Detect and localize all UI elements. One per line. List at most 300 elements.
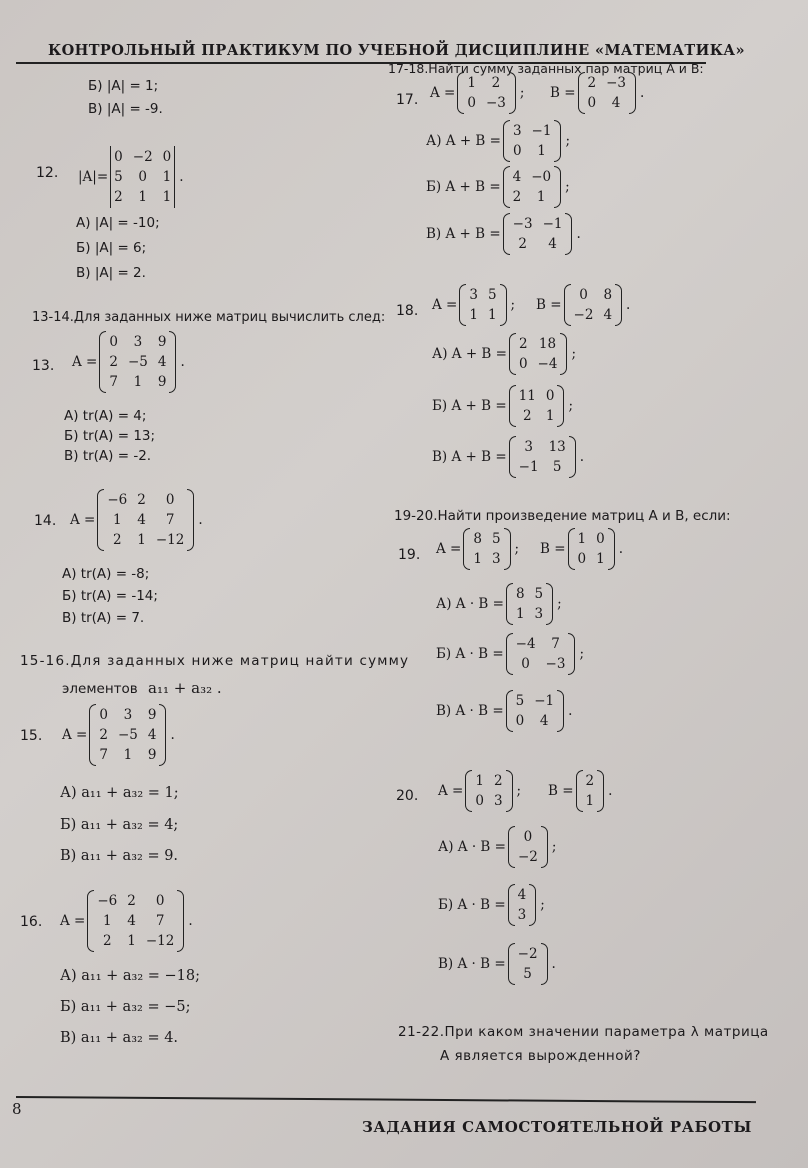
matrix-cell: 0 — [577, 551, 587, 567]
matrix-cell: 3 — [133, 334, 143, 350]
matrix-punctuation: . — [608, 783, 613, 799]
matrix-punctuation: ; — [510, 297, 516, 313]
matrix-cell: −2 — [517, 946, 538, 962]
matrix-cell: 9 — [157, 374, 167, 390]
matrix-punctuation: . — [551, 956, 556, 972]
q19-option-b — [436, 633, 584, 675]
q17-number: 17. — [396, 92, 419, 108]
right-bracket — [187, 489, 194, 551]
matrix-punctuation: . — [576, 226, 581, 242]
matrix-grid — [516, 385, 558, 427]
right-bracket — [554, 166, 561, 208]
matrix-cell: 0 — [587, 95, 597, 111]
matrix-grid — [575, 528, 608, 570]
matrix-brackets — [578, 72, 637, 114]
q13-option-c: В) tr(A) = -2. — [64, 448, 152, 464]
matrix-brackets — [506, 633, 576, 675]
matrix-punctuation: ; — [568, 398, 573, 414]
matrix-grid — [510, 120, 555, 162]
matrix-cell: 0 — [518, 356, 528, 372]
matrix-cell: 8 — [515, 586, 525, 602]
matrix-cell: 0 — [545, 388, 555, 404]
right-bracket — [546, 583, 553, 625]
q18-matrix-b — [536, 284, 630, 326]
matrix-punctuation: . — [626, 297, 631, 313]
q14-matrix — [70, 489, 203, 551]
matrix-grid — [513, 633, 569, 675]
matrix-brackets — [509, 385, 565, 427]
matrix-cell: 0 — [99, 707, 108, 723]
matrix-grid — [513, 583, 546, 625]
q19-number: 19. — [398, 547, 421, 563]
left-bracket — [509, 436, 516, 478]
matrix-cell: −3 — [485, 95, 506, 111]
matrix-punctuation: . — [170, 727, 175, 743]
q13-number: 13. — [32, 358, 55, 374]
running-header: КОНТРОЛЬНЫЙ ПРАКТИКУМ ПО УЧЕБНОЙ ДИСЦИПЛИНЕ «МАТЕМАТИКА» — [48, 42, 745, 59]
q13-option-a: А) tr(A) = 4; — [64, 408, 147, 424]
matrix-punctuation: ; — [551, 839, 557, 855]
matrix-punctuation: ; — [579, 646, 585, 662]
matrix-cell: 0 — [165, 492, 175, 508]
matrix-label: Б) A + B = — [426, 179, 501, 195]
matrix-cell: −2 — [573, 307, 594, 323]
q19-matrix-b — [540, 528, 623, 570]
matrix-brackets — [506, 690, 565, 732]
matrix-cell: 2 — [518, 336, 528, 352]
matrix-cell: −1 — [542, 216, 563, 232]
q16-number: 16. — [20, 914, 43, 930]
section-21-22-title-line2: A является вырожденной? — [440, 1048, 641, 1064]
left-bracket — [508, 884, 515, 926]
section-21-22-title: 21-22.При каком значении параметра λ матрица — [398, 1024, 769, 1040]
matrix-label: |A|= — [78, 169, 109, 185]
matrix-cell: 2 — [587, 75, 597, 91]
right-bracket — [509, 72, 516, 114]
q18-option-c — [432, 436, 584, 478]
matrix-cell: 0 — [515, 713, 525, 729]
matrix-cell: 1 — [138, 189, 148, 205]
matrix-brackets — [87, 890, 184, 952]
right-bracket — [569, 436, 576, 478]
q16-matrix — [60, 890, 193, 952]
matrix-label: А) A + B = — [432, 346, 507, 362]
matrix-cell: 5 — [534, 586, 544, 602]
matrix-cell: 0 — [523, 829, 533, 845]
matrix-cell: −12 — [155, 532, 185, 548]
matrix-brackets — [463, 528, 510, 570]
matrix-cell: 8 — [473, 531, 482, 547]
q11-option-b: Б) |A| = 1; — [88, 78, 159, 94]
matrix-label: B = — [536, 297, 562, 313]
matrix-cell: 1 — [545, 408, 555, 424]
matrix-cell: 2 — [491, 75, 501, 91]
matrix-cell: 2 — [99, 727, 108, 743]
matrix-cell: 5 — [114, 169, 123, 185]
matrix-cell: −4 — [515, 636, 536, 652]
matrix-grid — [104, 489, 187, 551]
matrix-cell: 11 — [518, 388, 536, 404]
matrix-cell: 0 — [155, 893, 165, 909]
matrix-cell: 1 — [103, 913, 112, 929]
left-bracket — [459, 284, 466, 326]
left-bracket — [568, 528, 575, 570]
left-bracket — [465, 770, 472, 812]
q16-option-b: Б) a₁₁ + a₃₂ = −5; — [60, 999, 191, 1015]
left-bracket — [508, 826, 515, 868]
matrix-brackets — [509, 436, 576, 478]
matrix-cell: 1 — [536, 189, 546, 205]
q20-option-a — [438, 826, 556, 868]
left-bracket — [503, 166, 510, 208]
matrix-label: Б) A + B = — [432, 398, 507, 414]
matrix-brackets — [506, 583, 553, 625]
matrix-grid — [472, 770, 505, 812]
left-bracket — [503, 213, 510, 255]
matrix-grid — [466, 284, 499, 326]
matrix-brackets — [99, 331, 176, 393]
matrix-cell: −6 — [97, 893, 118, 909]
matrix-cell: 3 — [491, 551, 501, 567]
matrix-grid — [515, 884, 530, 926]
matrix-label: A = — [432, 297, 458, 313]
q12-option-b: Б) |A| = 6; — [76, 240, 147, 256]
matrix-cell: 1 — [113, 512, 122, 528]
right-bracket — [541, 826, 548, 868]
q15-option-c: В) a₁₁ + a₃₂ = 9. — [60, 848, 179, 864]
matrix-punctuation: . — [568, 703, 573, 719]
matrix-cell: 1 — [123, 747, 133, 763]
matrix-punctuation: . — [618, 541, 624, 557]
matrix-grid — [585, 72, 630, 114]
matrix-brackets — [509, 333, 568, 375]
matrix-cell: 8 — [603, 287, 613, 303]
matrix-grid — [583, 770, 598, 812]
q16-option-c: В) a₁₁ + a₃₂ = 4. — [60, 1030, 179, 1046]
matrix-cell: 0 — [114, 149, 123, 165]
matrix-cell: 5 — [515, 693, 525, 709]
left-bracket — [508, 943, 515, 985]
matrix-cell: 3 — [534, 606, 544, 622]
determinant-bars — [110, 146, 175, 208]
matrix-cell: 0 — [138, 169, 148, 185]
matrix-label: A = — [62, 727, 88, 743]
matrix-cell: 2 — [103, 933, 112, 949]
matrix-cell: 1 — [537, 143, 546, 159]
left-bracket — [506, 583, 513, 625]
matrix-grid — [515, 826, 541, 868]
right-bracket — [169, 331, 176, 393]
matrix-brackets — [503, 213, 573, 255]
matrix-cell: −3 — [512, 216, 533, 232]
matrix-cell: 2 — [109, 354, 118, 370]
matrix-cell: 0 — [521, 656, 530, 672]
q19-option-c — [436, 690, 572, 732]
matrix-brackets — [564, 284, 623, 326]
matrix-grid — [106, 331, 169, 393]
q12-determinant — [78, 146, 184, 208]
matrix-cell: 1 — [585, 793, 595, 809]
matrix-cell: 0 — [596, 531, 605, 547]
right-bracket — [565, 213, 572, 255]
left-bracket — [463, 528, 470, 570]
left-bracket — [503, 120, 510, 162]
q13-option-b: Б) tr(A) = 13; — [64, 428, 156, 444]
left-bracket — [578, 72, 585, 114]
left-bracket — [509, 333, 516, 375]
q20-matrix-b — [548, 770, 612, 812]
right-bracket — [608, 528, 615, 570]
right-bracket — [529, 884, 536, 926]
right-bracket — [597, 770, 604, 812]
q14-option-b: Б) tr(A) = -14; — [62, 588, 158, 604]
matrix-cell: 3 — [493, 793, 503, 809]
matrix-grid — [96, 704, 159, 766]
matrix-cell: −6 — [107, 492, 128, 508]
matrix-cell: 4 — [157, 354, 167, 370]
matrix-brackets — [503, 120, 562, 162]
matrix-brackets — [89, 704, 166, 766]
matrix-cell: 1 — [596, 551, 605, 567]
matrix-brackets — [508, 826, 548, 868]
right-bracket — [159, 704, 166, 766]
matrix-punctuation: . — [579, 449, 585, 465]
matrix-grid — [510, 166, 555, 208]
q18-matrix-a — [432, 284, 515, 326]
matrix-cell: 9 — [157, 334, 167, 350]
matrix-cell: 0 — [109, 334, 118, 350]
right-bracket — [554, 120, 561, 162]
left-bracket — [576, 770, 583, 812]
matrix-cell: 0 — [579, 287, 588, 303]
section-19-20-title: 19-20.Найти произведение матриц A и B, если: — [394, 508, 731, 524]
matrix-cell: 1 — [473, 551, 482, 567]
left-bracket — [564, 284, 571, 326]
right-bracket — [500, 284, 507, 326]
q12-option-c: В) |A| = 2. — [76, 265, 146, 281]
matrix-cell: 4 — [147, 727, 157, 743]
matrix-grid — [464, 72, 509, 114]
q14-option-a: А) tr(A) = -8; — [62, 566, 150, 582]
matrix-label: A = — [72, 354, 98, 370]
matrix-cell: 2 — [493, 773, 503, 789]
matrix-label: A = — [430, 85, 456, 101]
q20-option-c — [438, 943, 556, 985]
matrix-cell: 1 — [127, 933, 136, 949]
left-bracket — [506, 690, 513, 732]
matrix-punctuation: ; — [565, 179, 570, 195]
left-bracket — [509, 385, 516, 427]
matrix-brackets — [503, 166, 562, 208]
matrix-cell: −0 — [531, 169, 552, 185]
matrix-cell: 4 — [137, 512, 146, 528]
matrix-cell: 9 — [147, 747, 157, 763]
right-bracket — [560, 333, 567, 375]
matrix-cell: 1 — [137, 532, 146, 548]
left-bracket — [87, 890, 94, 952]
q15-option-b: Б) a₁₁ + a₃₂ = 4; — [60, 817, 179, 833]
matrix-cell: 1 — [467, 75, 476, 91]
q12-number: 12. — [36, 165, 59, 181]
matrix-cell: −5 — [117, 727, 138, 743]
subtitle-formula: a₁₁ + a₃₂ . — [148, 679, 222, 697]
matrix-cell: 7 — [155, 913, 165, 929]
matrix-label: В) A + B = — [432, 449, 507, 465]
matrix-punctuation: ; — [514, 541, 520, 557]
footer-rule — [16, 1096, 756, 1103]
matrix-cell: 2 — [137, 492, 146, 508]
left-bracket — [457, 72, 464, 114]
section-13-14-title: 13-14.Для заданных ниже матриц вычислить след: — [32, 310, 386, 325]
right-bracket — [177, 890, 184, 952]
matrix-brackets — [576, 770, 605, 812]
matrix-cell: 4 — [539, 713, 549, 729]
matrix-cell: 7 — [99, 747, 108, 763]
matrix-punctuation: . — [180, 354, 185, 370]
matrix-cell: 4 — [603, 307, 613, 323]
matrix-cell: 0 — [162, 149, 172, 165]
matrix-cell: 1 — [162, 189, 172, 205]
matrix-cell: 2 — [522, 408, 532, 424]
right-bar — [174, 146, 175, 208]
matrix-grid — [515, 943, 541, 985]
matrix-cell: 5 — [523, 966, 532, 982]
matrix-cell: 3 — [123, 707, 133, 723]
q20-option-b — [438, 884, 545, 926]
subtitle-prefix: элементов — [62, 681, 138, 697]
q16-option-a: А) a₁₁ + a₃₂ = −18; — [60, 968, 201, 984]
q18-option-b — [432, 385, 573, 427]
matrix-punctuation: ; — [519, 85, 525, 101]
matrix-punctuation: . — [198, 512, 203, 528]
matrix-punctuation: ; — [540, 897, 545, 913]
matrix-label: B = — [540, 541, 566, 557]
matrix-label: В) A · B = — [436, 703, 504, 719]
q19-option-a — [436, 583, 562, 625]
matrix-punctuation: . — [179, 169, 184, 185]
q15-option-a: А) a₁₁ + a₃₂ = 1; — [60, 785, 179, 801]
matrix-cell: 0 — [467, 95, 476, 111]
matrix-brackets — [508, 884, 537, 926]
matrix-cell: 4 — [517, 887, 527, 903]
matrix-cell: 1 — [487, 307, 497, 323]
matrix-grid — [510, 213, 566, 255]
right-bracket — [541, 943, 548, 985]
right-bracket — [568, 633, 575, 675]
matrix-punctuation: ; — [571, 346, 577, 362]
matrix-punctuation: ; — [516, 783, 522, 799]
right-bracket — [557, 385, 564, 427]
matrix-cell: 13 — [548, 439, 566, 455]
matrix-label: Б) A · B = — [438, 897, 506, 913]
matrix-grid — [111, 146, 174, 208]
right-bracket — [557, 690, 564, 732]
matrix-cell: 5 — [491, 531, 501, 547]
section-15-16-subtitle — [62, 680, 222, 697]
left-bracket — [99, 331, 106, 393]
matrix-cell: 7 — [551, 636, 560, 652]
matrix-cell: 1 — [469, 307, 478, 323]
q20-matrix-a — [438, 770, 521, 812]
matrix-label: A = — [60, 913, 86, 929]
matrix-grid — [571, 284, 616, 326]
right-bracket — [615, 284, 622, 326]
q17-matrix-b — [550, 72, 644, 114]
matrix-cell: 1 — [577, 531, 587, 547]
matrix-cell: 2 — [127, 893, 136, 909]
matrix-brackets — [568, 528, 615, 570]
q18-option-a — [432, 333, 576, 375]
matrix-cell: 3 — [469, 287, 478, 303]
q12-option-a: А) |A| = -10; — [76, 215, 160, 231]
q13-matrix — [72, 331, 185, 393]
section-15-16-title: 15-16.Для заданных ниже матриц найти сумму — [20, 653, 410, 669]
matrix-cell: −3 — [606, 75, 627, 91]
matrix-cell: 3 — [512, 123, 522, 139]
matrix-label: B = — [548, 783, 574, 799]
matrix-punctuation: ; — [565, 133, 571, 149]
matrix-grid — [516, 333, 561, 375]
matrix-punctuation: . — [188, 913, 193, 929]
matrix-grid — [470, 528, 503, 570]
right-bracket — [506, 770, 513, 812]
matrix-brackets — [459, 284, 506, 326]
matrix-cell: 7 — [165, 512, 175, 528]
matrix-cell: −1 — [534, 693, 555, 709]
q17-option-a — [426, 120, 570, 162]
matrix-grid — [94, 890, 177, 952]
footer-title: ЗАДАНИЯ САМОСТОЯТЕЛЬНОЙ РАБОТЫ — [362, 1118, 753, 1136]
matrix-cell: 2 — [518, 236, 527, 252]
matrix-cell: 2 — [512, 189, 522, 205]
matrix-label: A = — [436, 541, 462, 557]
q14-number: 14. — [34, 513, 57, 529]
matrix-cell: 1 — [475, 773, 484, 789]
matrix-cell: 5 — [552, 459, 562, 475]
matrix-cell: −1 — [518, 459, 539, 475]
page-number: 8 — [12, 1100, 22, 1118]
matrix-label: В) A + B = — [426, 226, 501, 242]
matrix-cell: −2 — [517, 849, 538, 865]
q15-number: 15. — [20, 728, 43, 744]
matrix-cell: 7 — [109, 374, 118, 390]
matrix-label: А) A · B = — [438, 839, 506, 855]
matrix-punctuation: . — [640, 85, 645, 101]
matrix-label: А) A · B = — [436, 596, 504, 612]
matrix-cell: 2 — [585, 773, 595, 789]
right-bracket — [629, 72, 636, 114]
matrix-label: Б) A · B = — [436, 646, 504, 662]
section-17-18-title: 17-18.Найти сумму заданных пар матриц A и B: — [388, 61, 704, 76]
matrix-cell: −2 — [132, 149, 153, 165]
matrix-cell: 4 — [127, 913, 136, 929]
matrix-brackets — [508, 943, 548, 985]
matrix-cell: 0 — [475, 793, 484, 809]
matrix-grid — [513, 690, 558, 732]
matrix-cell: 1 — [162, 169, 172, 185]
matrix-cell: 4 — [611, 95, 621, 111]
left-bracket — [506, 633, 513, 675]
matrix-cell: 4 — [548, 236, 557, 252]
q19-matrix-a — [436, 528, 519, 570]
matrix-brackets — [465, 770, 512, 812]
matrix-cell: 5 — [487, 287, 497, 303]
matrix-punctuation: ; — [557, 596, 562, 612]
q11-option-c: В) |A| = -9. — [88, 101, 163, 117]
matrix-label: A = — [70, 512, 96, 528]
matrix-cell: 3 — [524, 439, 533, 455]
matrix-cell: −3 — [545, 656, 566, 672]
